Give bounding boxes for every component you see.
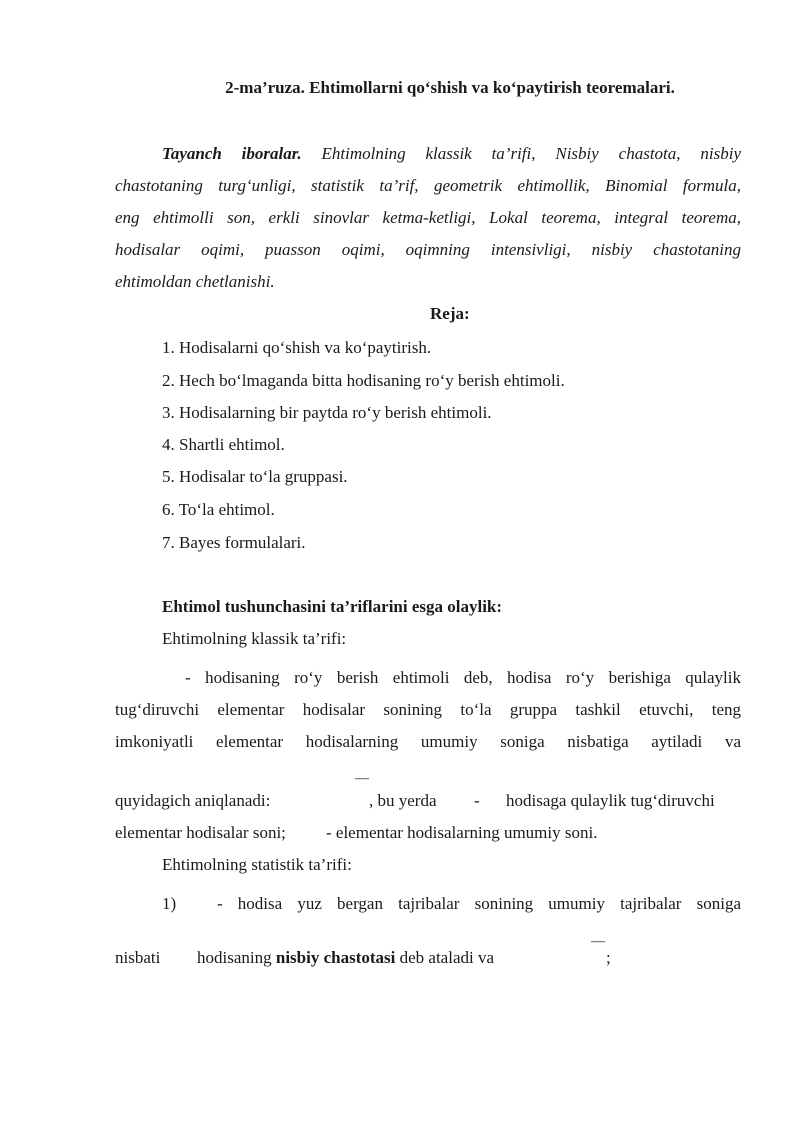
- statistic-item-text: - hodisa yuz bergan tajribalar sonining umumiy tajribalar soniga: [217, 894, 741, 913]
- keywords-line-5: ehtimoldan chetlanishi.: [115, 272, 275, 291]
- statistic-item-number: 1): [162, 894, 177, 913]
- classic-line-1: - hodisaning ro‘y berish ehtimoli deb, hodisa ro‘y berishiga qulaylik: [185, 668, 741, 687]
- classic-line-3: imkoniyatli elementar hodisalarning umumiy soniga nisbatiga aytiladi va: [115, 732, 741, 751]
- statistic-last-c-text: deb ataladi va: [399, 948, 495, 967]
- plan-item: 4. Shartli ehtimol.: [162, 435, 285, 454]
- formula-line-mid: , bu yerda: [369, 791, 437, 810]
- classic-line-2: tug‘diruvchi elementar hodisalar sonining to‘la gruppa tashkil etuvchi, teng: [115, 700, 741, 719]
- plan-item: 5. Hodisalar to‘la gruppasi.: [162, 467, 348, 486]
- keywords-line-4: hodisalar oqimi, puasson oqimi, oqimning intensivligi, nisbiy chastotaning: [115, 240, 741, 259]
- plan-item: 6. To‘la ehtimol.: [162, 500, 275, 519]
- fraction-bar: —: [355, 771, 369, 786]
- page-title: 2-ma’ruza. Ehtimollarni qo‘shish va ko‘paytirish teoremalari.: [225, 78, 675, 97]
- plan-heading: Reja:: [430, 304, 470, 323]
- statistic-last-a: nisbati: [115, 948, 161, 967]
- formula-line-right: hodisaga qulaylik tug‘diruvchi: [506, 791, 715, 810]
- classic-heading: Ehtimolning klassik ta’rifi:: [162, 629, 347, 648]
- plan-item: 3. Hodisalarning bir paytda ro‘y berish ehtimoli.: [162, 403, 492, 422]
- keywords-text: Ehtimolning klassik ta’rifi, Nisbiy chastota, nisbiy: [321, 144, 741, 163]
- plan-item: 2. Hech bo‘lmaganda bitta hodisaning ro‘y berish ehtimoli.: [162, 371, 565, 390]
- formula-line-dash: -: [474, 791, 480, 810]
- plan-item: 1. Hodisalarni qo‘shish va ko‘paytirish.: [162, 338, 432, 357]
- relative-frequency-term: nisbiy chastotasi: [275, 948, 396, 967]
- statistic-last-semicolon: ;: [606, 948, 611, 967]
- statistic-last-b: [197, 947, 597, 969]
- statistic-heading: Ehtimolning statistik ta’rifi:: [162, 855, 352, 874]
- fraction-bar: —: [591, 934, 605, 949]
- keywords-line-1: [162, 143, 741, 165]
- classic-last-right: - elementar hodisalarning umumiy soni.: [326, 823, 598, 842]
- statistic-last-b-text: hodisaning: [197, 948, 272, 967]
- plan-item: 7. Bayes formulalari.: [162, 533, 306, 552]
- recall-heading: Ehtimol tushunchasini ta’riflarini esga olaylik:: [162, 597, 503, 616]
- keywords-label: Tayanch iboralar.: [162, 144, 302, 163]
- keywords-line-2: chastotaning turg‘unligi, statistik ta’rif, geometrik ehtimollik, Binomial formula,: [115, 176, 741, 195]
- keywords-line-3: eng ehtimolli son, erkli sinovlar ketma-ketligi, Lokal teorema, integral teorema,: [115, 208, 741, 227]
- classic-last-left: elementar hodisalar soni;: [115, 823, 286, 842]
- formula-line-left: quyidagich aniqlanadi:: [115, 791, 271, 810]
